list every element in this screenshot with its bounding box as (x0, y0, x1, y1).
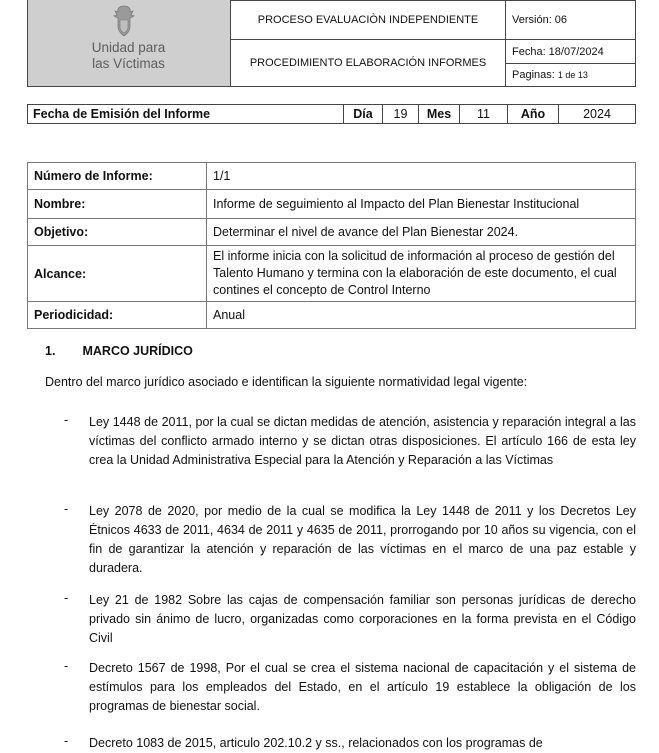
list-item-text: Ley 21 de 1982 Sobre las cajas de compensación familiar son personas jurídicas de derecho privado sin ánimo de lucro, organizadas como corporaciones en la forma prevista en el Código Civil (89, 593, 636, 645)
row-value: Informe de seguimiento al Impacto del Plan Bienestar Institucional (207, 190, 636, 219)
list-item (64, 502, 636, 578)
pages-cell (506, 64, 636, 87)
list-item-text: Ley 1448 de 2011, por la cual se dictan medidas de atención, asistencia y reparación integral a las víctimas del conflicto armado interno y se dictan otras disposiciones. El artículo 166 de esta ley crea la Unidad Administrativa Especial para la Atención y Reparación a las Víctimas (89, 415, 636, 467)
bullet-dash: - (64, 502, 69, 516)
day-label: Día (344, 105, 383, 124)
pages-label: Paginas: (512, 69, 555, 81)
bullet-dash: - (64, 734, 69, 748)
table-row (28, 246, 636, 302)
bullet-dash: - (64, 591, 69, 605)
row-value: Anual (207, 302, 636, 329)
bullet-dash: - (64, 413, 69, 427)
header-date: Fecha: 18/07/2024 (506, 40, 636, 64)
list-item (64, 734, 636, 753)
table-row (28, 219, 636, 246)
section-title: MARCO JURÍDICO (82, 344, 193, 358)
entity-logo (27, 40, 230, 72)
month-label: Mes (419, 105, 460, 124)
table-row (28, 190, 636, 219)
month-value: 11 (460, 105, 508, 124)
version-label: Versión: 06 (506, 1, 636, 40)
emission-date-table (27, 104, 636, 124)
row-label: Objetivo: (28, 219, 207, 246)
row-label: Número de Informe: (28, 163, 207, 190)
list-item-text: Decreto 1567 de 1998, Por el cual se crea el sistema nacional de capacitación y el sistema de estímulos para los empleados del Estado, en el artículo 19 establece la obligación de los programas de bienestar social. (89, 661, 636, 713)
row-label: Nombre: (28, 190, 207, 219)
pages-value: 1 de 13 (557, 70, 588, 80)
row-value: 1/1 (207, 163, 636, 190)
row-value: Determinar el nivel de avance del Plan Bienestar 2024. (207, 219, 636, 246)
list-item-text: Decreto 1083 de 2015, articulo 202.10.2 y ss., relacionados con los programas de (89, 736, 543, 750)
day-value: 19 (383, 105, 419, 124)
list-item (64, 659, 636, 716)
row-label: Alcance: (28, 246, 207, 302)
logo-line-1: Unidad para (91, 40, 166, 55)
table-row (28, 163, 636, 190)
procedure-name: PROCEDIMIENTO ELABORACIÓN INFORMES (231, 40, 506, 87)
row-label: Periodicidad: (28, 302, 207, 329)
section-heading (45, 344, 193, 358)
year-label: Año (508, 105, 559, 124)
table-row (28, 302, 636, 329)
list-item (64, 591, 636, 648)
section-number: 1. (45, 344, 56, 358)
report-info-table (27, 162, 636, 329)
emission-label: Fecha de Emisión del Informe (28, 105, 344, 124)
document-header-table (230, 0, 636, 87)
list-item-text: Ley 2078 de 2020, por medio de la cual se modifica la Ley 1448 de 2011 y los Decretos Ley Étnicos 4633 de 2011, 4634 de 2011 y 4635 de 2011, prorrogando por 10 años su vigencia, con el fin de garantizar la atención y reparación de las víctimas en el marco de una paz estable y duradera. (89, 504, 636, 575)
year-value: 2024 (559, 105, 636, 124)
section-intro: Dentro del marco jurídico asociado e identifican la siguiente normatividad legal vigente: (45, 375, 528, 389)
list-item (64, 413, 636, 470)
process-name: PROCESO EVALUACIÒN INDEPENDIENTE (231, 1, 506, 40)
bullet-dash: - (64, 659, 69, 673)
coat-of-arms-icon (108, 4, 140, 38)
row-value: El informe inicia con la solicitud de información al proceso de gestión del Talento Humano y termina con la elaboración de este documento, el cual contines el concepto de Control Interno (207, 246, 636, 302)
logo-line-2: las Víctimas (92, 56, 165, 71)
